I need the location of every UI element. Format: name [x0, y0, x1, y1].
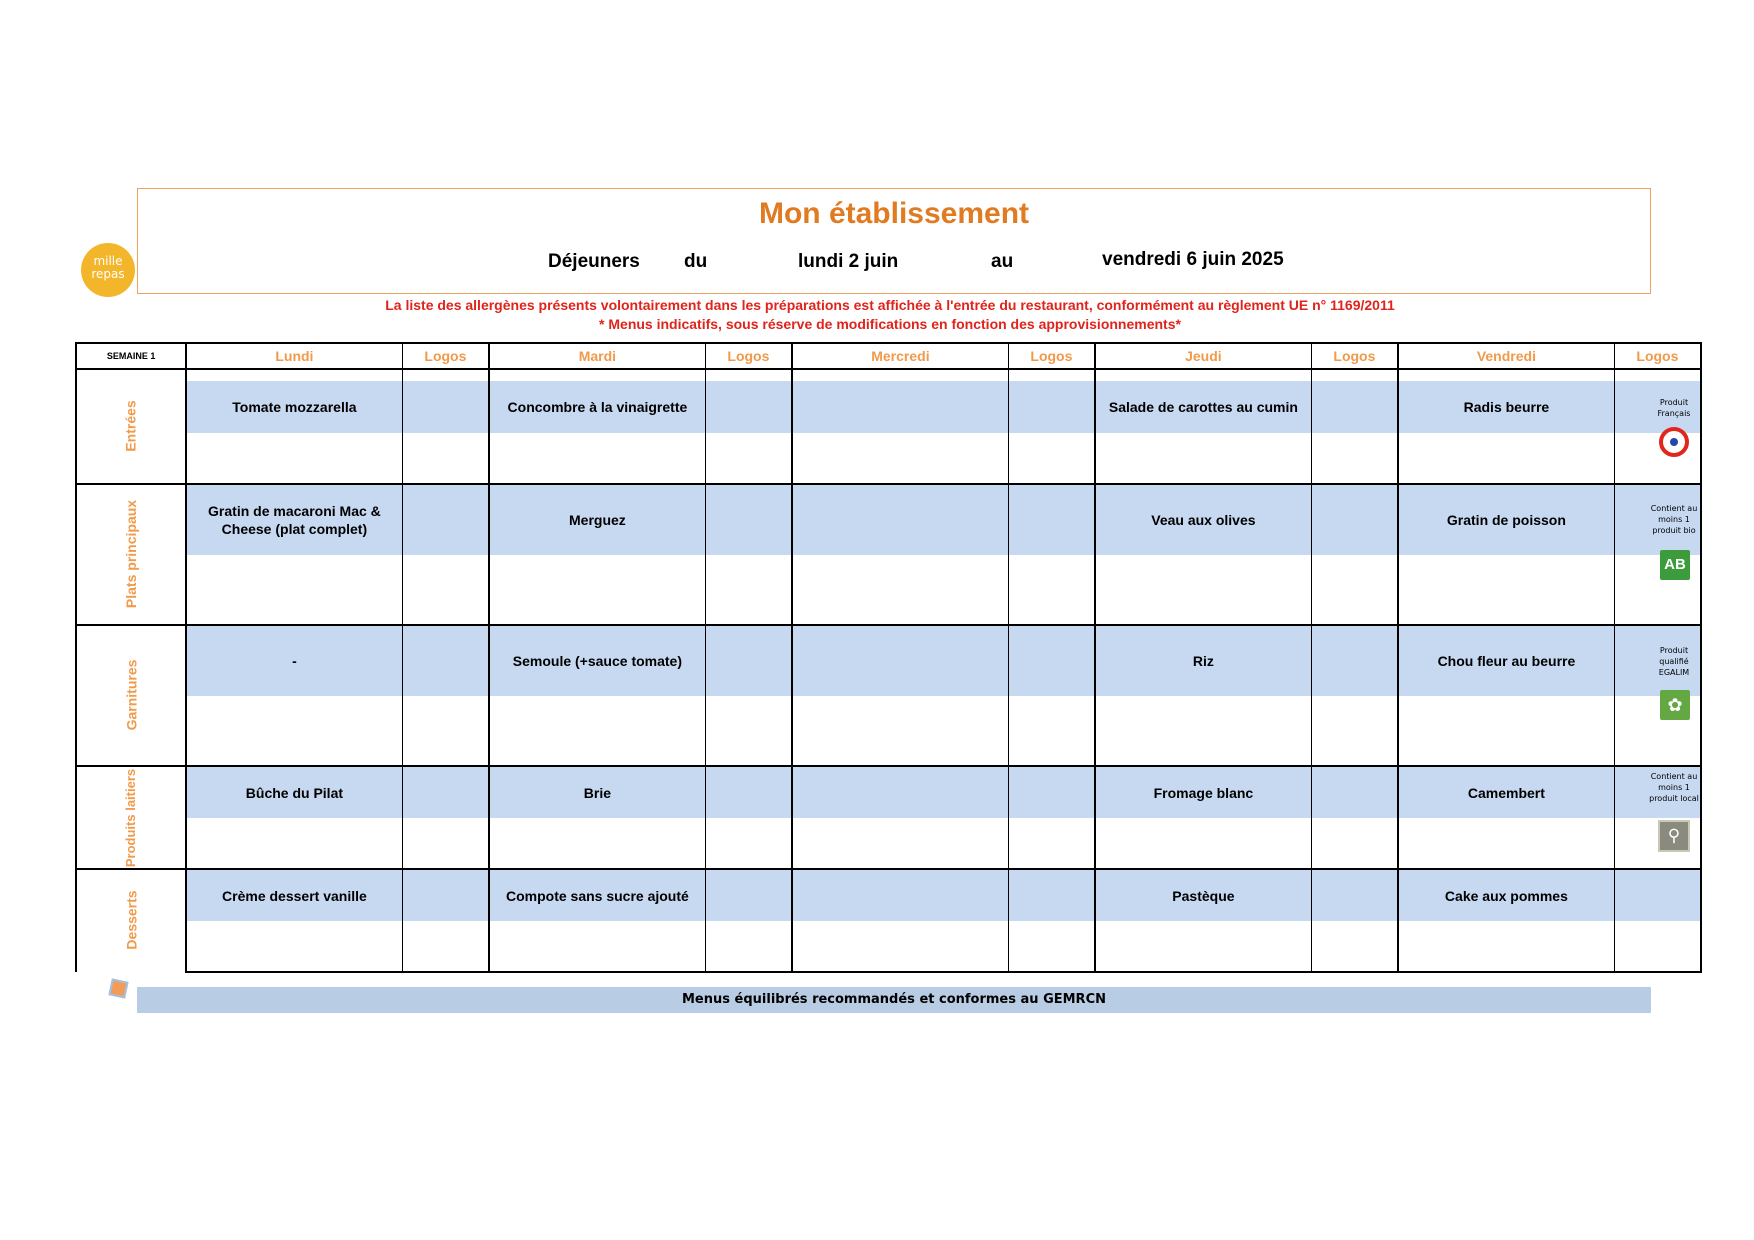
dish-cell: Merguez	[489, 484, 705, 555]
menu-row-laitiers	[76, 766, 1701, 818]
dish-cell	[792, 869, 1008, 921]
logo-cell	[705, 381, 792, 433]
menu-row-entrees	[76, 381, 1701, 433]
logo-cell	[1311, 766, 1398, 818]
menu-table	[75, 342, 1702, 973]
logo-cell	[1614, 869, 1701, 921]
logo-cell	[402, 625, 489, 696]
category-produits-laitiers	[76, 766, 186, 869]
dish-cell: Gratin de macaroni Mac & Cheese (plat complet)	[186, 484, 402, 555]
logo-cell	[1008, 625, 1095, 696]
logo-cell	[402, 869, 489, 921]
category-label: Garnitures	[123, 659, 140, 730]
day-header-mercredi: Mercredi	[792, 343, 1008, 369]
category-label: Desserts	[123, 890, 140, 950]
logos-header: Logos	[705, 343, 792, 369]
menu-row-garnitures	[76, 625, 1701, 696]
logo-cell	[705, 625, 792, 696]
legend-egalim-label: Produit qualifié EGALIM	[1658, 646, 1690, 677]
category-label: Produits laitiers	[123, 768, 139, 867]
dish-cell: Tomate mozzarella	[186, 381, 402, 433]
logo-cell	[402, 766, 489, 818]
menu-row-plats	[76, 484, 1701, 555]
logo-cell	[402, 381, 489, 433]
dish-cell: Pastèque	[1095, 869, 1311, 921]
allergen-notice: La liste des allergènes présents volontairement dans les préparations est affichée à l'entrée du restaurant, conformément au règlement UE n° 1169/2011	[385, 297, 1395, 313]
logo-cell	[1311, 484, 1398, 555]
category-label: Plats principaux	[123, 499, 140, 608]
organic-ab-icon: AB	[1660, 550, 1690, 580]
dish-cell: Crème dessert vanille	[186, 869, 402, 921]
logo-cell	[402, 484, 489, 555]
dish-cell: -	[186, 625, 402, 696]
dish-cell: Chou fleur au beurre	[1398, 625, 1614, 696]
dish-cell: Veau aux olives	[1095, 484, 1311, 555]
menu-notice: * Menus indicatifs, sous réserve de modifications en fonction des approvisionnements*	[599, 316, 1181, 332]
dish-cell: Concombre à la vinaigrette	[489, 381, 705, 433]
dish-cell: Brie	[489, 766, 705, 818]
egalim-icon: ✿	[1660, 690, 1690, 720]
day-header-vendredi: Vendredi	[1398, 343, 1614, 369]
logo-cell	[705, 869, 792, 921]
menu-row-desserts	[76, 869, 1701, 921]
dish-cell: Bûche du Pilat	[186, 766, 402, 818]
dish-cell: Salade de carottes au cumin	[1095, 381, 1311, 433]
location-pin-icon: ⚲	[1658, 820, 1690, 852]
dish-cell: Radis beurre	[1398, 381, 1614, 433]
header-box	[137, 188, 1651, 294]
mille-repas-logo	[81, 243, 135, 297]
dish-cell: Camembert	[1398, 766, 1614, 818]
from-word: du	[684, 251, 708, 272]
logo-cell	[1008, 484, 1095, 555]
start-date: lundi 2 juin	[798, 251, 899, 272]
end-date: vendredi 6 juin 2025	[1102, 249, 1284, 270]
logo-cell	[1008, 766, 1095, 818]
to-word: au	[991, 251, 1014, 272]
dish-cell: Gratin de poisson	[1398, 484, 1614, 555]
logo-cell	[705, 766, 792, 818]
day-header-mardi: Mardi	[489, 343, 705, 369]
category-desserts	[76, 869, 186, 972]
dish-cell	[792, 625, 1008, 696]
page-title: Mon établissement	[758, 197, 1030, 230]
logo-cell	[1311, 625, 1398, 696]
dish-cell: Cake aux pommes	[1398, 869, 1614, 921]
dish-cell	[792, 766, 1008, 818]
dish-cell: Compote sans sucre ajouté	[489, 869, 705, 921]
logos-header: Logos	[1008, 343, 1095, 369]
dish-cell: Fromage blanc	[1095, 766, 1311, 818]
meal-label: Déjeuners	[548, 251, 640, 272]
french-flag-icon	[1659, 427, 1689, 457]
dish-cell: Riz	[1095, 625, 1311, 696]
footer-band: Menus équilibrés recommandés et conformes au GEMRCN	[137, 987, 1651, 1013]
week-label: SEMAINE 1	[76, 343, 186, 369]
category-label: Entrées	[123, 399, 140, 452]
dish-cell: Semoule (+sauce tomate)	[489, 625, 705, 696]
logo-cell	[1008, 869, 1095, 921]
dish-cell	[792, 381, 1008, 433]
logo-cell	[1311, 381, 1398, 433]
category-garnitures	[76, 625, 186, 766]
logo-cell	[1008, 381, 1095, 433]
day-header-jeudi: Jeudi	[1095, 343, 1311, 369]
dish-cell	[792, 484, 1008, 555]
decorative-square-icon	[108, 978, 128, 998]
legend-local-label: Contient au moins 1 produit local	[1649, 772, 1699, 803]
logos-header: Logos	[402, 343, 489, 369]
day-header-lundi: Lundi	[186, 343, 402, 369]
logo-cell	[705, 484, 792, 555]
day-header-row	[76, 343, 1701, 369]
legend-french-label: Produit Français	[1657, 398, 1691, 418]
logos-header: Logos	[1311, 343, 1398, 369]
category-plats-principaux	[76, 484, 186, 625]
legend-bio-label: Contient au moins 1 produit bio	[1650, 504, 1698, 535]
category-entrees	[76, 369, 186, 484]
logo-text: mille repas	[91, 254, 125, 281]
logo-cell	[1311, 869, 1398, 921]
logos-header: Logos	[1614, 343, 1701, 369]
